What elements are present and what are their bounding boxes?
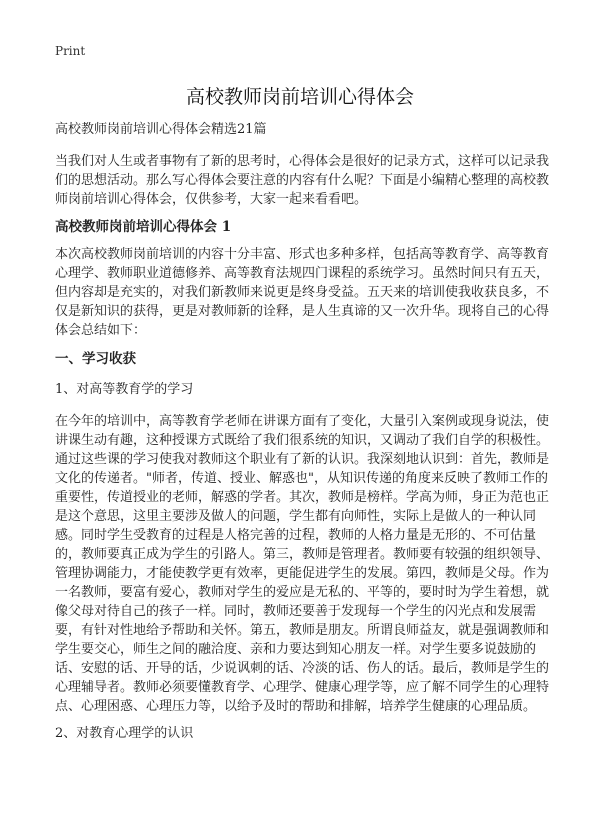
learning-heading: 一、学习收获 [55, 351, 136, 367]
subheading-education-psychology: 2、对教育心理学的认识 [55, 726, 194, 741]
body-paragraph: 在今年的培训中，高等教育学老师在讲课方面有了变化，大量引入案例或现身说法，使讲课生动有趣，这种授课方式既给了我们很系统的知识，又调动了我们自学的积极性。通过这些课的学习使我对教师这个职业有了新的认识。我深刻地认识到：首先，教师是文化的传递者。"师者，传道、授业、解惑也"，从知识传递的角度来反映了教师工作的重要性，传道授业的老师，解惑的学者。其次，教师是榜样。学高为师，身正为范也正是这个意思，这里主要涉及做人的问题，学生都有向师性，实际上是做人的一种认同感。同时学生受教育的过程是人格完善的过程，教师的人格力量是无形的、不可估量的，教师要真正成为学生的引路人。第三，教师是管理者。教师要有较强的组织领导、管理协调能力，才能使教学更有效率，更能促进学生的发展。第四，教师是父母。作为一名教师，要富有爱心，教师对学生的爱应是无私的、平等的，要时时为学生着想，就像父母对待自己的孩子一样。同时，教师还要善于发现每一个学生的闪光点和发展需要，有针对性地给予帮助和关怀。第五，教师是朋友。所谓良师益友，就是强调教师和学生要交心，师生之间的融洽度、亲和力要达到知心朋友一样。对学生要多说鼓励的话、安慰的话、开导的话，少说讽刺的话、冷淡的话、伤人的话。最后，教师是学生的心理辅导者。教师必须要懂教育学、心理学、健康心理学等，应了解不同学生的心理特点、心理困惑、心理压力等，以给予及时的帮助和排解，培养学生健康的心理品质。 [55, 414, 550, 714]
body-paragraph: 本次高校教师岗前培训的内容十分丰富、形式也多种多样，包括高等教育学、高等教育心理学、教师职业道德修养、高等教育法规四门课程的系统学习。虽然时间只有五天，但内容却是充实的，对我们新教师来说更是终身受益。五天来的培训使我收获良多，不仅是新知识的获得，更是对教师新的诠释，是人生真谛的又一次升华。现将自己的心得体会总结如下： [55, 247, 550, 338]
page-title: 高校教师岗前培训心得体会 [185, 86, 414, 108]
print-link[interactable]: Print [55, 44, 86, 58]
intro-paragraph: 当我们对人生或者事物有了新的思考时，心得体会是很好的记录方式，这样可以记录我们的思想活动。那么写心得体会要注意的内容有什么呢？下面是小编精心整理的高校教师岗前培训心得体会，仅供参考，大家一起来看看吧。 [55, 154, 550, 207]
subtitle: 高校教师岗前培训心得体会精选21篇 [55, 122, 267, 137]
section-heading: 高校教师岗前培训心得体会 1 [55, 219, 232, 235]
subheading-higher-education: 1、对高等教育学的学习 [55, 382, 194, 397]
